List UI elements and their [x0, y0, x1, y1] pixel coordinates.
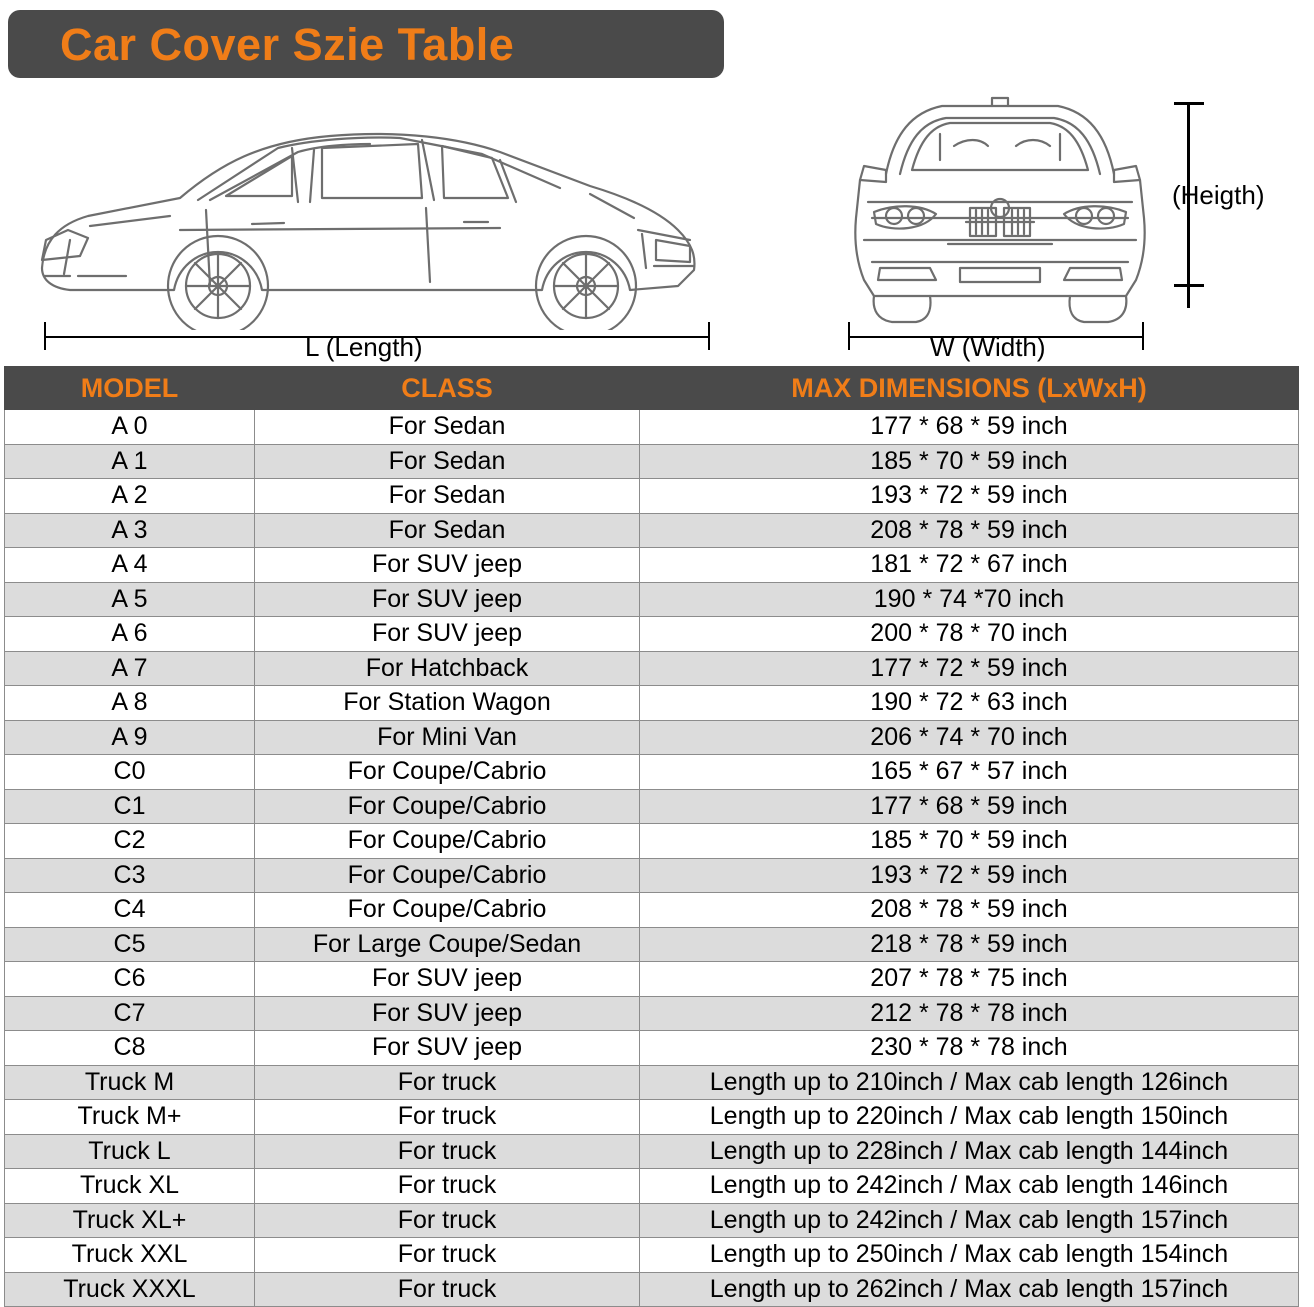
cell-class: For SUV jeep [255, 548, 640, 583]
column-header-class: CLASS [255, 367, 640, 410]
height-label: (Heigth) [1172, 180, 1265, 210]
table-header [5, 367, 1299, 410]
table-row [5, 1100, 1299, 1135]
cell-class: For Sedan [255, 479, 640, 514]
cell-dimensions: Length up to 250inch / Max cab length 154inch [640, 1238, 1299, 1273]
cell-model: C3 [5, 858, 255, 893]
table-row [5, 927, 1299, 962]
car-side-view-icon [30, 90, 720, 330]
cell-model: A 8 [5, 686, 255, 721]
cell-class: For truck [255, 1134, 640, 1169]
cell-dimensions: 190 * 72 * 63 inch [640, 686, 1299, 721]
cell-class: For Coupe/Cabrio [255, 893, 640, 928]
cell-model: A 7 [5, 651, 255, 686]
cell-model: Truck M+ [5, 1100, 255, 1135]
cell-dimensions: 200 * 78 * 70 inch [640, 617, 1299, 652]
cell-model: C6 [5, 962, 255, 997]
cell-model: C1 [5, 789, 255, 824]
cell-model: A 9 [5, 720, 255, 755]
cell-class: For SUV jeep [255, 962, 640, 997]
cell-model: Truck M [5, 1065, 255, 1100]
cell-dimensions: 185 * 70 * 59 inch [640, 824, 1299, 859]
cell-class: For Station Wagon [255, 686, 640, 721]
width-label: W (Width) [930, 332, 1046, 362]
cell-class: For Sedan [255, 444, 640, 479]
cell-dimensions: 177 * 68 * 59 inch [640, 410, 1299, 445]
cell-dimensions: Length up to 262inch / Max cab length 157inch [640, 1272, 1299, 1307]
cell-model: Truck XL+ [5, 1203, 255, 1238]
cell-class: For Sedan [255, 410, 640, 445]
cell-model: Truck L [5, 1134, 255, 1169]
cell-dimensions: 207 * 78 * 75 inch [640, 962, 1299, 997]
table-body [5, 410, 1299, 1307]
cell-class: For truck [255, 1203, 640, 1238]
cell-model: A 0 [5, 410, 255, 445]
table-row [5, 1272, 1299, 1307]
table-row [5, 755, 1299, 790]
cell-dimensions: Length up to 210inch / Max cab length 126inch [640, 1065, 1299, 1100]
table-row [5, 513, 1299, 548]
cell-class: For truck [255, 1100, 640, 1135]
cell-model: C7 [5, 996, 255, 1031]
table-row [5, 824, 1299, 859]
cell-model: A 5 [5, 582, 255, 617]
cell-model: C8 [5, 1031, 255, 1066]
cell-dimensions: 177 * 68 * 59 inch [640, 789, 1299, 824]
table-row [5, 617, 1299, 652]
table-row [5, 996, 1299, 1031]
cell-dimensions: 206 * 74 * 70 inch [640, 720, 1299, 755]
page-title: Car Cover Szie Table [60, 18, 515, 70]
cell-dimensions: Length up to 228inch / Max cab length 144inch [640, 1134, 1299, 1169]
table-row [5, 858, 1299, 893]
cell-dimensions: Length up to 242inch / Max cab length 157inch [640, 1203, 1299, 1238]
cell-dimensions: 208 * 78 * 59 inch [640, 513, 1299, 548]
height-tick-bottom [1174, 284, 1204, 287]
cell-class: For Coupe/Cabrio [255, 755, 640, 790]
title-banner [8, 10, 724, 78]
table-row [5, 479, 1299, 514]
cell-class: For SUV jeep [255, 1031, 640, 1066]
cell-dimensions: 177 * 72 * 59 inch [640, 651, 1299, 686]
cell-model: C4 [5, 893, 255, 928]
column-header-dimensions: MAX DIMENSIONS (LxWxH) [640, 367, 1299, 410]
table-row [5, 1134, 1299, 1169]
cell-model: Truck XXL [5, 1238, 255, 1273]
table-row [5, 582, 1299, 617]
height-tick-top [1174, 102, 1204, 105]
cell-class: For truck [255, 1065, 640, 1100]
cell-dimensions: 193 * 72 * 59 inch [640, 479, 1299, 514]
cell-dimensions: 230 * 78 * 78 inch [640, 1031, 1299, 1066]
table-row [5, 1031, 1299, 1066]
table-row [5, 893, 1299, 928]
table-row [5, 1169, 1299, 1204]
cell-model: A 4 [5, 548, 255, 583]
cell-class: For Large Coupe/Sedan [255, 927, 640, 962]
cell-dimensions: Length up to 242inch / Max cab length 146inch [640, 1169, 1299, 1204]
size-table-container [0, 366, 1314, 1307]
cell-dimensions: 208 * 78 * 59 inch [640, 893, 1299, 928]
length-tick-left [44, 322, 46, 350]
cell-model: C5 [5, 927, 255, 962]
cell-model: Truck XL [5, 1169, 255, 1204]
cell-class: For Sedan [255, 513, 640, 548]
size-table [4, 366, 1299, 1307]
table-header-row [5, 367, 1299, 410]
column-header-model: MODEL [5, 367, 255, 410]
cell-class: For truck [255, 1169, 640, 1204]
cell-dimensions: Length up to 220inch / Max cab length 150inch [640, 1100, 1299, 1135]
cell-dimensions: 193 * 72 * 59 inch [640, 858, 1299, 893]
table-row [5, 789, 1299, 824]
table-row [5, 444, 1299, 479]
cell-class: For truck [255, 1238, 640, 1273]
table-row [5, 1065, 1299, 1100]
cell-class: For Hatchback [255, 651, 640, 686]
illustration-area [0, 80, 1314, 365]
cell-class: For Coupe/Cabrio [255, 858, 640, 893]
length-label: L (Length) [305, 332, 423, 362]
length-tick-right [708, 322, 710, 350]
table-row [5, 1203, 1299, 1238]
cell-class: For Coupe/Cabrio [255, 789, 640, 824]
cell-class: For Coupe/Cabrio [255, 824, 640, 859]
width-tick-left [848, 322, 850, 350]
cell-dimensions: 181 * 72 * 67 inch [640, 548, 1299, 583]
width-tick-right [1142, 322, 1144, 350]
cell-dimensions: 212 * 78 * 78 inch [640, 996, 1299, 1031]
table-row [5, 1238, 1299, 1273]
cell-model: Truck XXXL [5, 1272, 255, 1307]
cell-class: For truck [255, 1272, 640, 1307]
cell-dimensions: 185 * 70 * 59 inch [640, 444, 1299, 479]
table-row [5, 548, 1299, 583]
cell-dimensions: 190 * 74 *70 inch [640, 582, 1299, 617]
cell-dimensions: 218 * 78 * 59 inch [640, 927, 1299, 962]
cell-dimensions: 165 * 67 * 57 inch [640, 755, 1299, 790]
cell-class: For Mini Van [255, 720, 640, 755]
table-row [5, 962, 1299, 997]
cell-class: For SUV jeep [255, 617, 640, 652]
cell-class: For SUV jeep [255, 582, 640, 617]
cell-model: C0 [5, 755, 255, 790]
table-row [5, 720, 1299, 755]
car-front-view-icon [820, 90, 1180, 330]
table-row [5, 651, 1299, 686]
cell-model: C2 [5, 824, 255, 859]
cell-class: For SUV jeep [255, 996, 640, 1031]
cell-model: A 1 [5, 444, 255, 479]
cell-model: A 3 [5, 513, 255, 548]
table-row [5, 686, 1299, 721]
table-row [5, 410, 1299, 445]
cell-model: A 6 [5, 617, 255, 652]
cell-model: A 2 [5, 479, 255, 514]
